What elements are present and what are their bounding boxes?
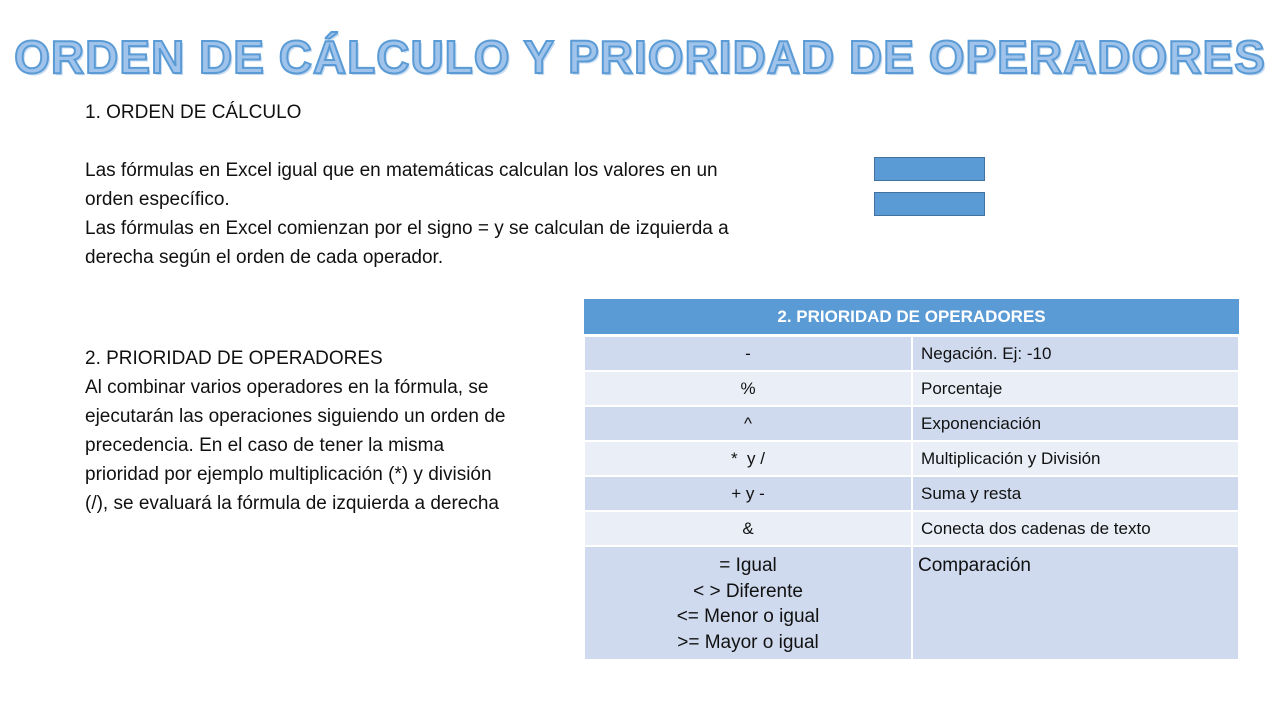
operator-cell: + y - (584, 476, 912, 511)
operator-cell: ^ (584, 406, 912, 441)
text-line: derecha según el orden de cada operador. (85, 247, 444, 268)
description-cell: Negación. Ej: -10 (912, 336, 1239, 372)
section2-heading: 2. PRIORIDAD DE OPERADORES (85, 348, 383, 369)
section2-body (85, 344, 505, 518)
table-row (584, 546, 1239, 660)
operator-cell: & (584, 511, 912, 546)
text-line: precedencia. En el caso de tener la misma (85, 435, 445, 456)
text-line: Las fórmulas en Excel igual que en matemáticas calculan los valores en un (85, 160, 718, 181)
comparison-operator: < > Diferente (693, 580, 803, 602)
table-row (584, 476, 1239, 511)
table-row (584, 406, 1239, 441)
operator-cell: % (584, 371, 912, 406)
description-cell: Conecta dos cadenas de texto (912, 511, 1239, 546)
description-cell: Suma y resta (912, 476, 1239, 511)
section1-heading: 1. ORDEN DE CÁLCULO (85, 102, 302, 123)
description-cell: Multiplicación y División (912, 441, 1239, 476)
text-line: (/), se evaluará la fórmula de izquierda a derecha (85, 493, 500, 514)
description-cell: Comparación (912, 546, 1239, 660)
comparison-operator: >= Mayor o igual (677, 631, 819, 653)
table-row (584, 511, 1239, 546)
description-cell: Exponenciación (912, 406, 1239, 441)
comparison-operator: = Igual (719, 555, 777, 576)
operator-cell (584, 546, 912, 660)
table-row (584, 336, 1239, 372)
operator-cell: - (584, 336, 912, 372)
text-line: Al combinar varios operadores en la fórmula, se (85, 377, 489, 398)
description-cell: Porcentaje (912, 371, 1239, 406)
text-line: ejecutarán las operaciones siguiendo un orden de (85, 406, 506, 427)
operator-priority-table (583, 299, 1240, 661)
text-line: Las fórmulas en Excel comienzan por el signo = y se calculan de izquierda a (85, 218, 729, 239)
equals-sign-bottom-bar (874, 192, 985, 216)
table-row (584, 441, 1239, 476)
table-row (584, 371, 1239, 406)
table-header: 2. PRIORIDAD DE OPERADORES (584, 299, 1239, 336)
text-line: orden específico. (85, 189, 230, 210)
section1-body (85, 156, 729, 272)
slide-title: ORDEN DE CÁLCULO Y PRIORIDAD DE OPERADORES (14, 31, 1266, 83)
comparison-operator: <= Menor o igual (676, 606, 820, 627)
equals-sign-top-bar (874, 157, 985, 181)
text-line: prioridad por ejemplo multiplicación (*) y división (85, 464, 492, 485)
operator-cell: * y / (584, 441, 912, 476)
